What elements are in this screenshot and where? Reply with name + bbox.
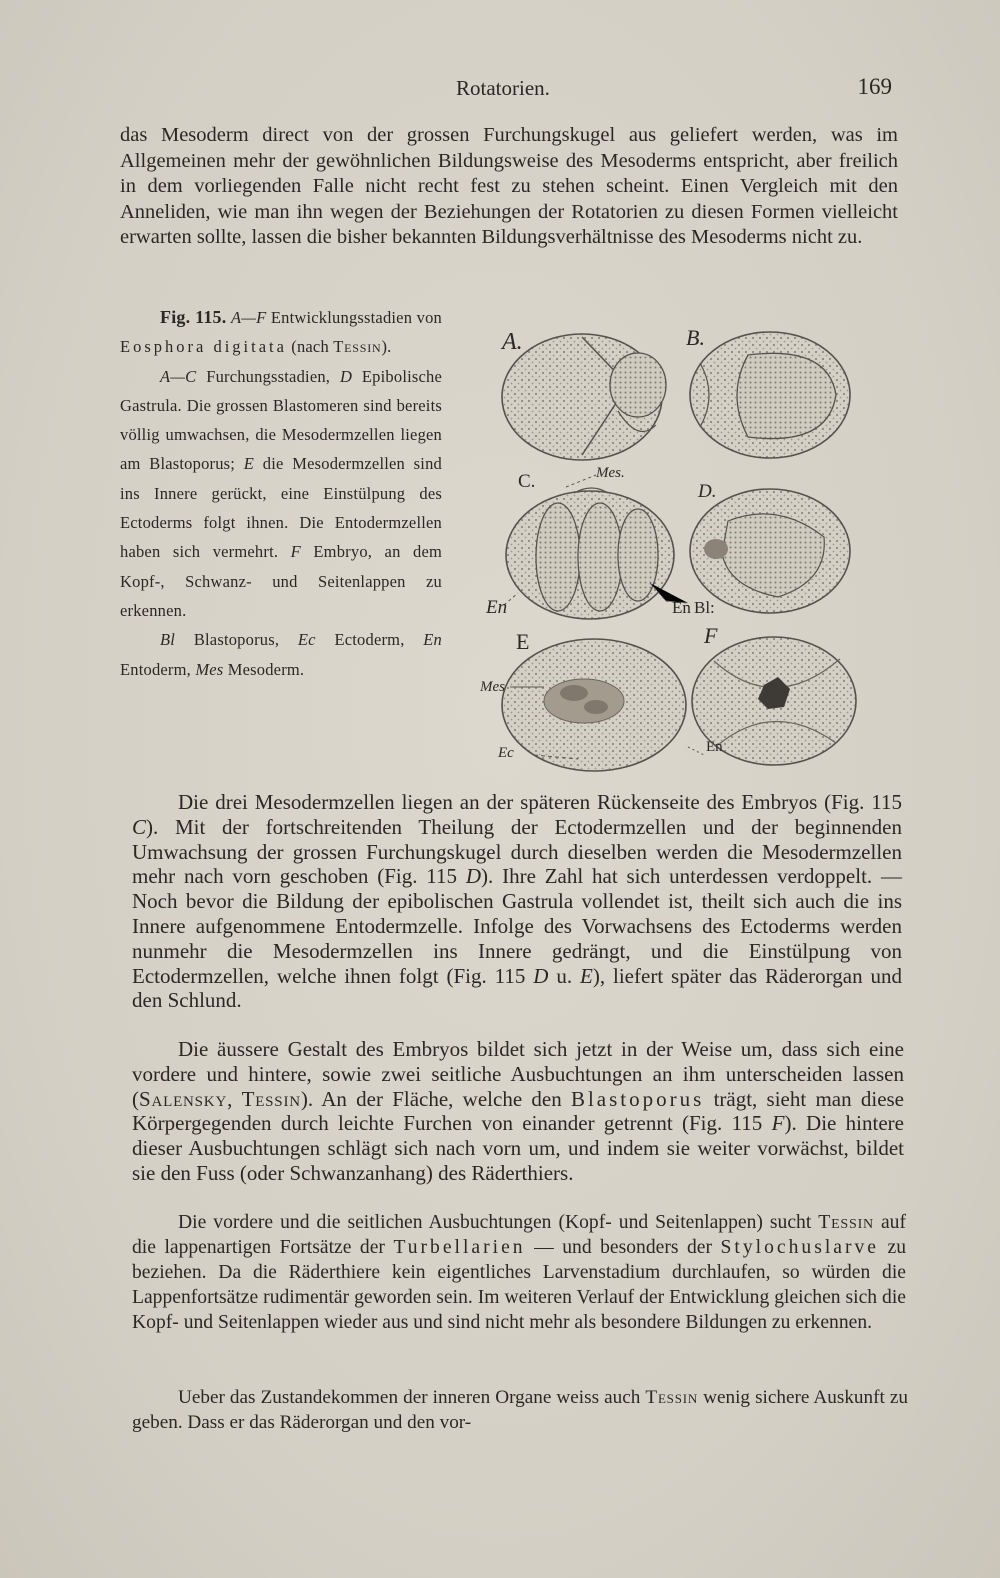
author-name: Tessin [818, 1212, 874, 1233]
text-run: auf die lappenartigen Fortsätze der [132, 1212, 907, 1258]
figure-caption [120, 303, 442, 684]
figure-ref-letter: D [465, 864, 482, 889]
caption-letter: E [243, 454, 255, 474]
caption-text: (nach [291, 337, 329, 357]
running-head-title: Rotatorien. [456, 76, 550, 100]
text-run: Ueber das Zustandekommen der inneren Organe weiss auch [178, 1387, 641, 1408]
caption-text: Embryo, an dem Kopf-, Schwanz- und Seitenlappen zu erkennen. [120, 542, 442, 620]
caption-text: Mesoderm. [227, 659, 305, 679]
figure-label-b: B. [686, 325, 705, 350]
embryo-stage-a [502, 334, 666, 460]
text-run: ). Die hintere dieser Ausbuchtungen schlägt sich nach vorn um, und indem sie weiter vorwächst, bildet sie den Fuss (oder Schwanzanhang) des Räderthiers. [132, 1111, 904, 1185]
text-run: ). Ihre Zahl hat sich unterdessen verdoppelt. — Noch bevor die Bildung der epibolischen Gastrula vollendet ist, theilt sich auch die ins Innere aufgenommene Entodermzelle. Infolge des Vorwachsens des Ectoderms werden nunmehr die Mesodermzellen ins Innere gedrängt, und die Einstülpung von Ectodermzellen, welche ihnen folgt (Fig. 115 [132, 864, 902, 988]
caption-text: Entoderm, [120, 659, 191, 679]
figure-label-mes-e: Mes [480, 679, 505, 695]
text-run: u. [556, 963, 573, 988]
caption-species: Eosphora digitata [120, 337, 287, 357]
text-run: ). Mit der fortschreitenden Theilung der Ectodermzellen und der beginnenden Umwachsung der grossen Furchungskugel durch dieselben werden die Mesodermzellen mehr nach vorn geschoben (Fig. 115 [132, 814, 902, 889]
figure-ref-letter: E [580, 963, 593, 988]
paragraph-3 [132, 1037, 904, 1186]
figure-label-en-c: En [486, 597, 508, 618]
caption-abbr: Ec [297, 630, 316, 650]
caption-stages [120, 362, 442, 626]
paragraph-5 [132, 1386, 908, 1435]
caption-fig-label: Fig. 115. [160, 307, 227, 327]
figure-label-en-d: En [672, 598, 691, 617]
caption-abbr: En [423, 630, 442, 650]
caption-text: Blastoporus, [193, 630, 280, 650]
caption-text: die Mesodermzellen sind ins Innere gerückt, eine Einstülpung des Ectoderms folgt ihnen. Die Entodermzellen haben sich vermehrt. [120, 454, 442, 562]
figure-label-f: F [704, 623, 718, 648]
text-run: , [227, 1086, 233, 1111]
caption-letter: D [339, 366, 353, 386]
page-number: 169 [857, 74, 892, 99]
embryo-stage-b [690, 332, 850, 458]
figure-ref-letter: D [533, 963, 549, 988]
caption-text: ). [381, 337, 392, 357]
text-run: ), liefert später das Räderorgan und den Schlund. [132, 963, 903, 1013]
caption-letter: F [290, 542, 301, 562]
caption-text: Entwicklungsstadien von [270, 308, 442, 327]
figure-ref-letter: C [132, 814, 147, 839]
caption-stage-range: A—C [160, 366, 197, 386]
text-run: — und besonders der [534, 1236, 713, 1258]
caption-author: Tessin [333, 337, 382, 357]
spaced-term: Stylochuslarve [720, 1236, 879, 1258]
embryo-stage-e [502, 639, 686, 771]
paragraph-4 [132, 1211, 906, 1336]
caption-abbreviations [120, 625, 442, 684]
caption-intro [120, 303, 442, 362]
text-run: Die drei Mesodermzellen liegen an der späteren Rückenseite des Embryos (Fig. 115 [178, 790, 902, 814]
figure-115-embryo-stages [478, 315, 888, 785]
embryo-stage-d [690, 489, 850, 613]
figure-label-ec-e: Ec [498, 745, 514, 761]
running-head [120, 70, 892, 100]
figure-label-e: E [516, 629, 530, 654]
text-run: trägt, sieht man diese Körpergegenden durch leichte Furchen von einander getrennt (Fig. 115 [132, 1086, 905, 1136]
embryo-stage-c [506, 488, 674, 619]
caption-text: Ectoderm, [334, 630, 405, 650]
author-name: Tessin [645, 1387, 699, 1408]
caption-abbr: Mes [195, 659, 224, 679]
caption-fig-range: A—F [230, 308, 267, 327]
spaced-term: Turbellarien [393, 1236, 526, 1258]
paragraph-2 [132, 790, 902, 1013]
text-run: Die vordere und die seitlichen Ausbuchtungen (Kopf- und Seitenlappen) sucht [178, 1212, 812, 1233]
figure-label-en-f: En [706, 739, 723, 755]
caption-abbr: Bl [160, 630, 176, 650]
author-name: Tessin [241, 1086, 301, 1111]
figure-ref-letter: F [771, 1111, 785, 1136]
figure-label-d: D. [698, 481, 717, 502]
figure-label-c: C. [518, 471, 536, 492]
author-name: Salensky [139, 1086, 228, 1111]
paragraph-1: das Mesoderm direct von der grossen Furchungskugel aus geliefert werden, was im Allgemeinen mehr der gewöhnlichen Bildungsweise des Mesoderms entspricht, aber freilich in dem vorliegenden Falle nicht recht fest zu stehen scheint. Einen Vergleich mit den Anneliden, wie man ihn wegen der Beziehungen der Rotatorien zu diesen Formen vielleicht erwarten sollte, lassen die bisher bekannten Bildungsverhältnisse des Mesoderms nicht zu. [120, 124, 898, 248]
text-run: zu beziehen. Da die Räderthiere kein eigentliches Larvenstadium durchlaufen, so würden die Lappenfortsätze rudimentär geworden sein. Im weiteren Verlauf der Entwicklung gleichen sich die Kopf- und Seitenlappen wieder aus und sind nicht mehr als besondere Bildungen zu erkennen. [132, 1236, 906, 1333]
caption-text: Epibolische Gastrula. Die grossen Blastomeren sind bereits völlig umwachsen, die Mesodermzellen liegen am Blastoporus; [120, 366, 443, 474]
text-run: ). An der Fläche, welche den [300, 1086, 562, 1111]
text-run: Die äussere Gestalt des Embryos bildet sich jetzt in der Weise um, dass sich eine vordere und hintere, sowie zwei seitliche Ausbuchtungen an ihm unterscheiden lassen ( [132, 1037, 904, 1111]
text-run: wenig sichere Auskunft zu geben. Dass er das Räderorgan und den vor- [132, 1387, 908, 1433]
spaced-term: Blastoporus [570, 1086, 705, 1111]
figure-label-a: A. [502, 329, 523, 355]
figure-label-bl-d: Bl: [694, 598, 715, 617]
caption-text: Furchungsstadien, [206, 366, 331, 386]
figure-label-mes-c: Mes. [596, 465, 625, 481]
